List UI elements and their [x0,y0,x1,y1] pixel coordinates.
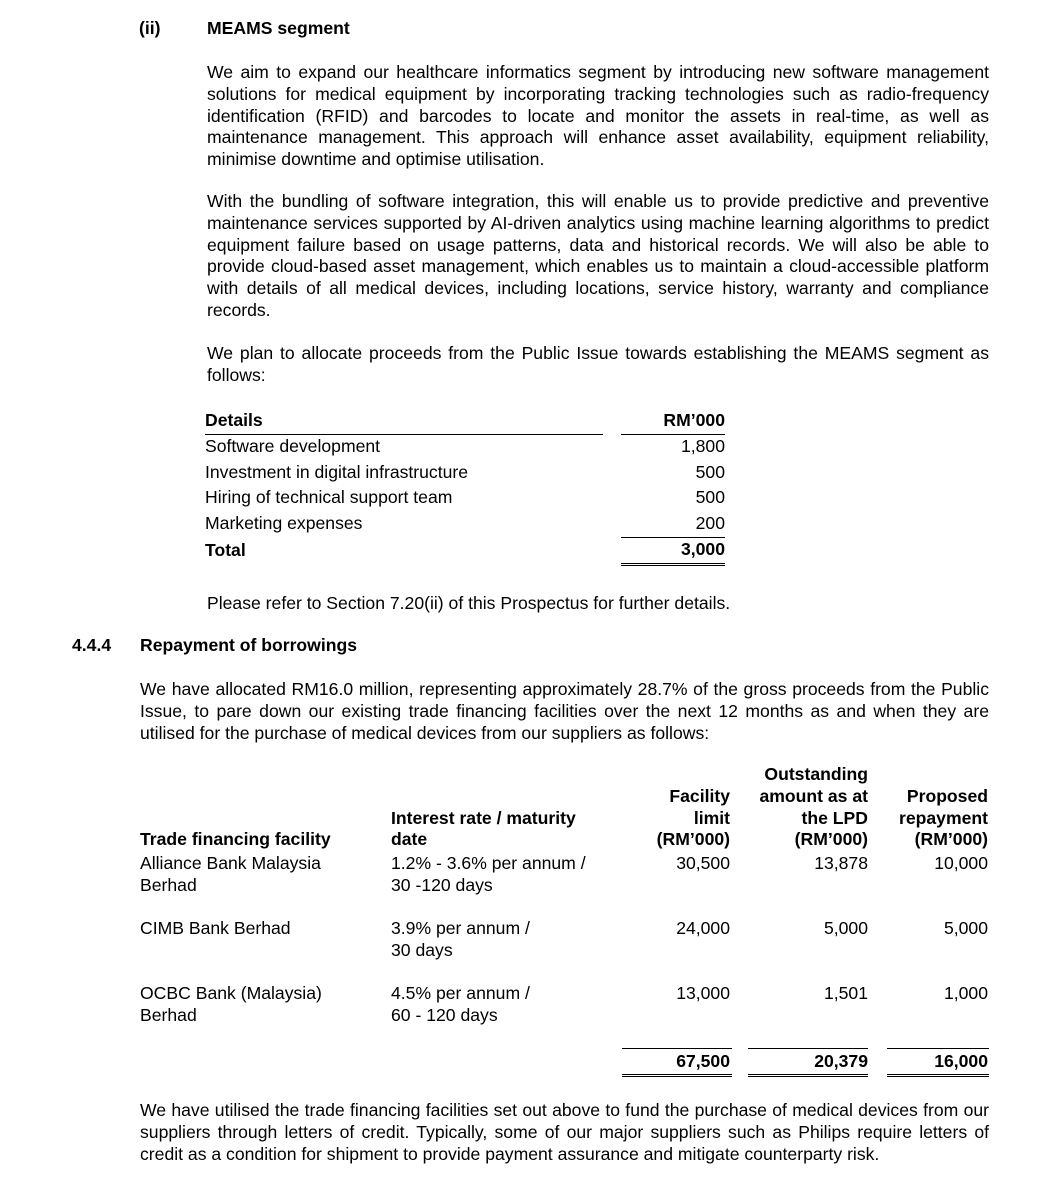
header-proposed-line2: repayment [899,808,988,828]
repayment-intro: We have allocated RM16.0 million, representing approximately 28.7% of the gross proceeds from the Public Issue, to pare down our existing trade financing facilities over the next 12 months as and when they are utilised for the purchase of medical devices from our suppliers as follows: [140,679,989,743]
total-double-rule [887,1071,989,1077]
header-facility: Trade financing facility [140,829,331,849]
table-row [205,486,725,512]
row-label: Software development [205,436,381,457]
row-value: 200 [621,511,725,537]
table-row-facility-line2: Berhad [140,875,197,895]
row-value: 1,800 [680,436,725,457]
table-row-outstanding: 1,501 [823,983,868,1003]
allocation-table [205,408,725,566]
table-header-row [205,408,725,434]
table-row-proposed: 5,000 [943,918,988,938]
section-number: 4.4.4 [72,635,112,655]
total-rule [887,1048,989,1049]
table-row-facility-line1: CIMB Bank Berhad [140,918,291,938]
table-row-rate-line1: 3.9% per annum / [391,918,530,938]
meams-paragraph-2: With the bundling of software integration, this will enable us to provide predictive and preventive maintenance services supported by AI-driven analytics using machine learning algorithms to predict equipment failure based on usage patterns, data and historical records. We will also be able to provide cloud-based asset management, which enables us to maintain a cloud-accessible platform with details of all medical devices, including locations, service history, warranty and compliance records. [207,191,989,320]
meams-paragraph-1: We aim to expand our healthcare informatics segment by introducing new software management solutions for medical equipment by incorporating tracking technologies such as radio-frequency identification (RFID) and barcodes to locate and monitor the assets in real-time, as well as maintenance management. This approach will enhance asset availability, equipment reliability, minimise downtime and optimise utilisation. [207,62,989,170]
table-total-row [205,537,725,565]
table-row-facility-line1: OCBC Bank (Malaysia) [140,983,322,1003]
header-proposed-line1: Proposed [906,786,988,806]
row-value: 500 [695,461,725,482]
row-value: 500 [695,487,725,508]
table-row-rate-line1: 1.2% - 3.6% per annum / [391,853,586,873]
total-double-rule [748,1071,868,1077]
refer-note: Please refer to Section 7.20(ii) of this Prospectus for further details. [207,593,731,613]
table-row-limit: 24,000 [676,918,730,938]
total-rule [622,1048,732,1049]
table-row-outstanding: 13,878 [814,853,868,873]
total-proposed: 16,000 [934,1051,988,1071]
header-limit-line3: (RM’000) [656,829,730,849]
row-label: Hiring of technical support team [205,487,453,508]
header-outstanding-line4: (RM’000) [794,829,868,849]
table-row [205,511,725,537]
closing-paragraph: We have utilised the trade financing facilities set out above to fund the purchase of medical devices from our suppliers through letters of credit. Typically, some of our major suppliers such as Philips require letters of credit as a condition for shipment to provide payment assurance and mitigate counterparty risk. [140,1100,989,1164]
header-limit-line2: limit [693,808,730,828]
table-row-limit: 13,000 [676,983,730,1003]
row-label: Investment in digital infrastructure [205,461,469,482]
header-limit-line1: Facility [669,786,730,806]
header-outstanding-line2: amount as at [759,786,868,806]
section-number: (ii) [139,18,161,38]
total-value: 3,000 [621,537,725,565]
section-title: MEAMS segment [207,18,350,38]
table-row-rate-line2: 30 days [391,940,453,960]
table-row-proposed: 10,000 [934,853,988,873]
table-row [205,434,725,460]
table-row-facility-line1: Alliance Bank Malaysia [140,853,321,873]
table-row-facility-line2: Berhad [140,1005,197,1025]
table-row [205,460,725,486]
header-interest-line1: Interest rate / maturity [391,808,576,828]
meams-paragraph-3: We plan to allocate proceeds from the Public Issue towards establishing the MEAMS segment as follows: [207,343,989,385]
total-rule [748,1048,868,1049]
total-double-rule [622,1071,732,1077]
table-row-proposed: 1,000 [943,983,988,1003]
total-limit: 67,500 [676,1051,730,1071]
table-row-outstanding: 5,000 [823,918,868,938]
table-row-limit: 30,500 [676,853,730,873]
header-proposed-line3: (RM’000) [914,829,988,849]
section-title: Repayment of borrowings [140,635,358,655]
total-outstanding: 20,379 [814,1051,868,1071]
table-row-rate-line2: 60 - 120 days [391,1005,498,1025]
header-outstanding-line1: Outstanding [764,764,868,784]
header-outstanding-line3: the LPD [801,808,868,828]
header-interest-line2: date [391,829,428,849]
table-row-rate-line2: 30 -120 days [391,875,493,895]
header-amount: RM’000 [621,408,725,434]
total-label: Total [205,539,246,560]
header-details: Details [205,408,603,434]
table-row-rate-line1: 4.5% per annum / [391,983,530,1003]
row-label: Marketing expenses [205,513,363,534]
